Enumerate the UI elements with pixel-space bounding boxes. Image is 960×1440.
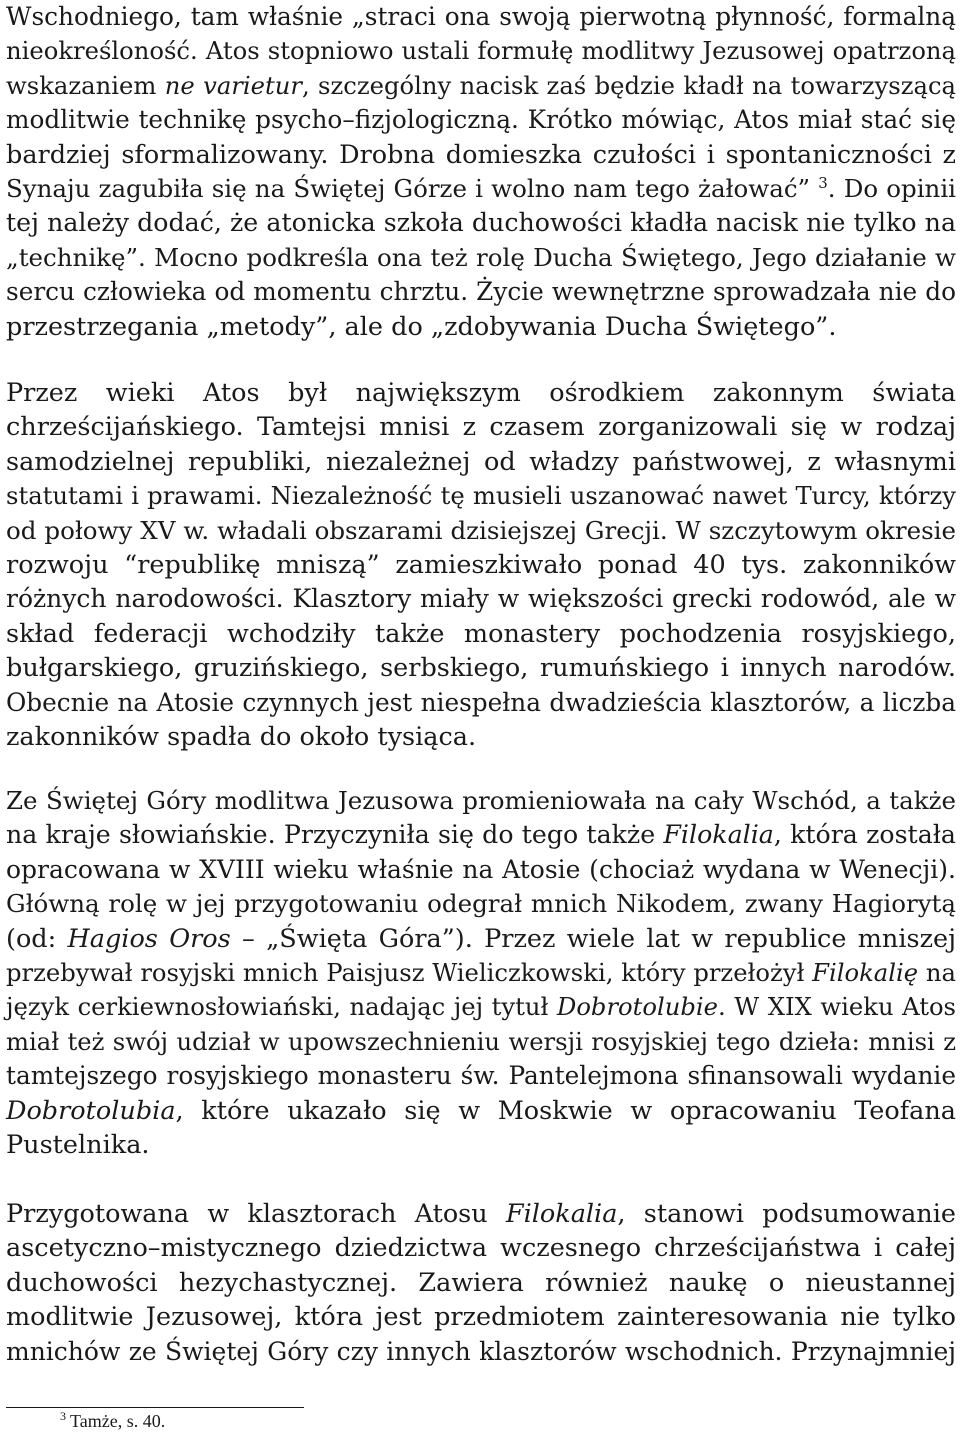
text-segment: przestrzegania „metody”, ale do „zdobywania Ducha Świętego”. — [6, 311, 837, 342]
italic-term: Filokalia — [663, 820, 774, 850]
text-segment: statutami i prawami. Niezależność tę musieli uszanować nawet Turcy, którzy — [6, 481, 956, 511]
text-segment: tej należy dodać, że atonicka szkoła duchowości kładła nacisk nie tylko na — [6, 208, 956, 238]
text-line — [6, 34, 956, 68]
text-segment: , które ukazało się w Moskwie w opracowaniu Teofana — [175, 1095, 956, 1126]
text-segment: tamtejszego rosyjskiego monasteru św. Pantelejmona sfinansowali wydanie — [6, 1061, 956, 1091]
text-line — [6, 241, 956, 275]
text-line — [6, 887, 956, 921]
text-line — [6, 514, 956, 548]
text-line — [6, 1025, 956, 1059]
italic-term: Filokalię — [812, 957, 919, 987]
italic-term: ne varietur — [164, 70, 302, 100]
text-segment: na kraje słowiańskie. Przyczyniła się do tego także — [6, 820, 664, 850]
text-line — [6, 445, 956, 479]
text-segment: Synaju zagubiła się na Świętej Górze i wolno nam tego żałować” — [6, 173, 819, 203]
text-segment: miał też swój udział w upowszechnieniu wersji rosyjskiej tego dzieła: mnisi z — [6, 1026, 956, 1056]
text-line — [6, 103, 956, 137]
text-segment: opracowana w XVIII wieku właśnie na Atosie (chociaż wydana w Wenecji). — [6, 854, 956, 884]
text-line — [6, 138, 956, 172]
italic-term: Hagios Oros — [67, 923, 231, 954]
text-line — [6, 310, 956, 344]
text-line — [6, 720, 956, 754]
text-segment: modlitwie technikę psycho–fizjologiczną. Krótko mówiąc, Atos miał stać się — [6, 105, 956, 135]
text-segment: sercu człowieka od momentu chrztu. Życie wewnętrzne sprowadzała nie do — [6, 277, 956, 307]
text-line — [6, 548, 956, 582]
text-line — [6, 206, 956, 240]
text-segment: zakonników spadła do około tysiąca. — [6, 721, 477, 752]
text-line — [6, 922, 956, 956]
text-segment: duchowości hezychastycznej. Zawiera również naukę o nieustannej — [6, 1267, 956, 1298]
text-segment: rozwoju “republikę mniszą” zamieszkiwało ponad 40 tys. zakonników — [6, 549, 956, 580]
text-segment: wskazaniem — [6, 70, 165, 100]
text-segment: Obecnie na Atosie czynnych jest niespełna dwadzieścia klasztorów, a liczba — [6, 687, 956, 717]
text-segment: mnichów ze Świętej Góry czy innych klasztorów wschodnich. Przynajmniej — [6, 1336, 956, 1366]
text-line — [6, 1300, 956, 1334]
paragraph — [6, 1197, 956, 1369]
italic-term: Dobrotolubia — [6, 1095, 176, 1126]
text-segment: język cerkiewnosłowiański, nadając jej tytuł — [6, 992, 557, 1022]
paragraph — [6, 376, 956, 754]
text-segment: , stanowi podsumowanie — [617, 1199, 956, 1229]
text-segment: Przygotowana w klasztorach Atosu — [6, 1199, 506, 1229]
text-line — [6, 0, 956, 34]
text-segment: Pustelnika. — [6, 1129, 150, 1160]
text-segment: bułgarskiego, gruzińskiego, serbskiego, rumuńskiego i innych narodów. — [6, 653, 956, 684]
footnote-number: 3 — [60, 1409, 66, 1423]
italic-term: Dobrotolubie — [556, 992, 718, 1022]
text-line — [6, 172, 956, 206]
text-line — [6, 1094, 956, 1128]
text-line — [6, 651, 956, 685]
text-segment: , która została — [773, 820, 956, 850]
text-line — [6, 479, 956, 513]
text-line — [6, 376, 956, 410]
text-segment: na — [918, 957, 956, 987]
text-line — [6, 69, 956, 103]
footnote-reference: 3 — [818, 173, 828, 192]
text-line — [6, 1266, 956, 1300]
text-segment: nieokreśloność. Atos stopniowo ustali formułę modlitwy Jezusowej opatrzoną — [6, 36, 956, 66]
text-segment: skład federacji wchodziły także monastery pochodzenia rosyjskiego, — [6, 618, 956, 649]
footnote-text: Tamże, s. 40. — [70, 1411, 166, 1431]
paragraph — [6, 784, 956, 1162]
text-line — [6, 410, 956, 444]
text-segment: ascetyczno–mistycznego dziedzictwa wczesnego chrześcijaństwa i całej — [6, 1233, 956, 1264]
text-line — [6, 853, 956, 887]
text-line — [6, 1335, 956, 1369]
text-segment: Główną rolę w jej przygotowaniu odegrał mnich Nikodem, zwany Hagiorytą — [6, 889, 956, 919]
text-segment: chrześcijańskiego. Tamtejsi mnisi z czasem zorganizowali się w rodzaj — [6, 412, 956, 443]
text-segment: – „Święta Góra”). Przez wiele lat w republice mniszej — [230, 923, 957, 954]
text-segment: . W XIX wieku Atos — [717, 992, 956, 1022]
text-segment: modlitwie Jezusowej, która jest przedmiotem zainteresowania nie tylko — [6, 1302, 956, 1333]
text-line — [6, 582, 956, 616]
text-segment: różnych narodowości. Klasztory miały w większości grecki rodowód, ale w — [6, 584, 956, 614]
text-line — [6, 956, 956, 990]
text-line — [6, 686, 956, 720]
text-line — [6, 784, 956, 818]
text-line — [6, 1128, 956, 1162]
text-segment: Wschodniego, tam właśnie „straci ona swoją pierwotną płynność, formalną — [6, 2, 956, 31]
text-segment: Przez wieki Atos był największym ośrodkiem zakonnym świata — [6, 378, 956, 408]
text-segment: samodzielnej republiki, niezależnej od władzy państwowej, z własnymi — [6, 446, 956, 477]
text-segment: , szczególny nacisk zaś będzie kładł na towarzyszącą — [301, 70, 956, 100]
footnote — [60, 1411, 165, 1432]
text-line — [6, 1059, 956, 1093]
text-segment: od połowy XV w. władali obszarami dzisiejszej Grecji. W szczytowym okresie — [6, 515, 956, 545]
italic-term: Filokalia — [505, 1199, 618, 1229]
text-line — [6, 1197, 956, 1231]
paragraph — [6, 0, 956, 344]
text-segment: . Do opinii — [827, 173, 956, 203]
text-line — [6, 617, 956, 651]
text-segment: bardziej sformalizowany. Drobna domieszka czułości i spontaniczności z — [6, 139, 956, 170]
text-segment: Ze Świętej Góry modlitwa Jezusowa promieniowała na cały Wschód, a także — [6, 786, 956, 815]
text-line — [6, 275, 956, 309]
text-segment: „technikę”. Mocno podkreśla ona też rolę Ducha Świętego, Jego działanie w — [6, 242, 956, 272]
text-line — [6, 990, 956, 1024]
text-line — [6, 1231, 956, 1265]
text-segment: (od: — [6, 923, 68, 954]
text-line — [6, 818, 956, 852]
footnote-separator — [6, 1407, 304, 1408]
text-segment: przebywał rosyjski mnich Paisjusz Wieliczkowski, który przełożył — [6, 957, 813, 987]
